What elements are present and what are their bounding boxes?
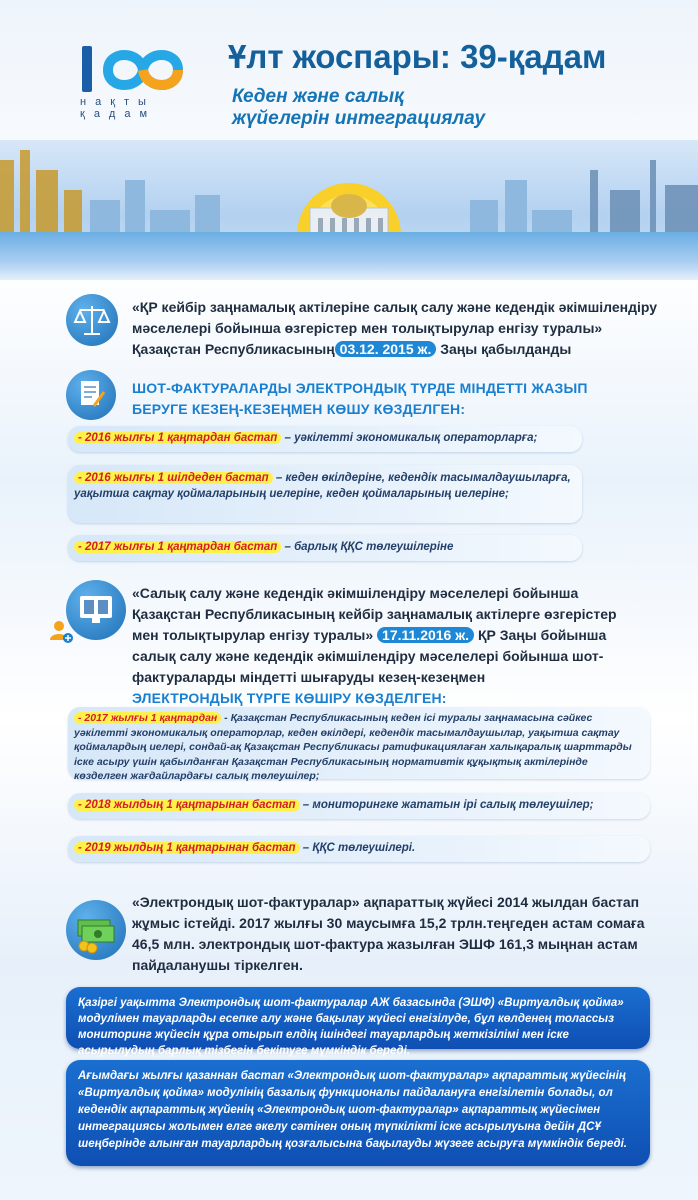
infinity-logo-icon bbox=[78, 40, 208, 100]
law-2016-text bbox=[132, 583, 632, 709]
info-box-integration: Ағымдағы жылғы қазаннан бастап «Электрондық шот-фактуралар» ақпараттық жүйесінің «Виртуалдық қойма» модулінің базалық функционалы пайдалануға енгізілетін болады, ол кедендік ақпараттық жүйенің «Электрондық шот-фактуралар» ақпараттық жүйесімен интеграциясы жолымен елге әкелу сәтінен оның түпкілікті іске асырылуына дейін ДСҰ шеңберінде алынған тауарлардың қозғалысына бақылауды жүзеге асыруға мүмкіндік береді. bbox=[66, 1060, 650, 1166]
list-item-date: - 2017 жылғы 1 қаңтардан бастап bbox=[74, 541, 281, 553]
list-item-date: - 2019 жылдың 1 қаңтарынан бастап bbox=[74, 842, 300, 854]
list-item bbox=[68, 426, 582, 452]
info-box-virtual-warehouse: Қазіргі уақытта Электрондық шот-фактуралар АЖ базасында (ЭШФ) «Виртуалдық қойма» модулімен тауарларды есепке алу және бақылау жүйесі енгізілуде, бұл көлденең толассыз мониторинг жүйесін құра отырып елдің ішіндегі тауарлардың жеткізілімі мен іске асырылудың барлық тізбегін бекітуге мүмкіндік береді. bbox=[66, 987, 650, 1049]
list-item-text: – кеден өкілдеріне, кедендік тасымалдаушыларға, уақытша сақтау қоймаларының иелеріне, кеден қоймаларының иелеріне; bbox=[74, 472, 571, 500]
list-item-text: – мониторингке жататын ірі салық төлеушілер; bbox=[299, 799, 594, 811]
page-subtitle: Кеден және салық жүйелерін интеграциялау bbox=[232, 86, 486, 129]
logo-subtitle bbox=[80, 96, 205, 120]
list-item bbox=[68, 465, 582, 523]
list-item-text: – ҚҚС төлеушілері. bbox=[299, 842, 416, 854]
list-item-date: - 2017 жылғы 1 қаңтардан bbox=[74, 712, 221, 724]
law-2016-body: ҚР Заңы бойынша салық салу және кедендік әкімшілендіру мәселелері бойынша шот-фактураларды міндетті шығаруды кезең-кезеңмен bbox=[132, 627, 607, 685]
document-edit-icon bbox=[66, 370, 116, 420]
list-item bbox=[68, 836, 650, 862]
list-item-date: - 2016 жылғы 1 шілдеден бастап bbox=[74, 472, 273, 484]
logo-sub-line-2: қадам bbox=[80, 108, 157, 120]
money-stack-icon bbox=[66, 900, 126, 960]
list-item-text: – барлық ҚҚС төлеушілеріне bbox=[281, 541, 454, 553]
page-title: Ұлт жоспары: 39-қадам bbox=[228, 38, 607, 75]
banner-ornament-band bbox=[0, 232, 698, 280]
esf-stats-text: «Электрондық шот-фактуралар» ақпараттық жүйесі 2014 жылдан бастап жұмыс істейді. 2017 жылғы 30 маусымға 15,2 трлн.теңгеден астам сомаға 46,5 млн. электрондық шот-фактура жазылған ЭШФ 161,3 мыңнан астам пайдаланушы тіркелген. bbox=[132, 894, 645, 973]
list-item-date: - 2016 жылғы 1 қаңтардан бастап bbox=[74, 432, 281, 444]
list-item-text: – уәкілетті экономикалық операторларға; bbox=[281, 432, 538, 444]
list-item bbox=[68, 793, 650, 819]
law-2016-date: 17.11.2016 ж. bbox=[377, 627, 474, 643]
law-2015-title: «ҚР кейбір заңнамалық актілеріне салық салу және кедендік әкімшілендіру мәселелері бойынша өзгерістер мен толықтырулар енгізу туралы» Қазақстан Республикасының bbox=[132, 299, 658, 357]
law-2015-date: 03.12. 2015 ж. bbox=[335, 341, 437, 357]
list-item bbox=[68, 535, 582, 561]
list-item-text: - Қазақстан Республикасының кеден ісі туралы заңнамасына сәйкес уәкілетті экономикалық операторлар, кеден өкілдері, кедендік тасымалдаушылар, уақытша сақтау қоймалардың иелері, сондай-ақ Қазақстан Республикасы ратификациялаған халықаралық шарттарды іске асыру үшін қабылданған Қазақстан Республикасының нормативтік құқықтық актілерінде көзделген жағдайлардағы салық төлеушілер; bbox=[74, 712, 632, 782]
computer-user-icon bbox=[66, 580, 126, 640]
logo-sub-line-1: нақты bbox=[80, 96, 155, 108]
law-2015-text bbox=[132, 297, 662, 360]
list-item-date: - 2018 жылдың 1 қаңтарынан бастап bbox=[74, 799, 300, 811]
section2-heading: ШОТ-ФАКТУРАЛАРДЫ ЭЛЕКТРОНДЫҚ ТҮРДЕ МІНДЕТТІ ЖАЗЫП БЕРУГЕ КЕЗЕҢ-КЕЗЕҢМЕН КӨШУ КӨЗДЕЛГЕН: bbox=[132, 380, 588, 417]
section3-heading: ЭЛЕКТРОНДЫҚ ТҮРГЕ КӨШІРУ КӨЗДЕЛГЕН: bbox=[132, 690, 447, 706]
law-2016-title: «Салық салу және кедендік әкімшілендіру мәселелері бойынша Қазақстан Республикасының кейбір заңнамалық актілерге өзгерістер мен толықтырулар енгізу туралы» bbox=[132, 585, 617, 643]
list-item bbox=[68, 707, 650, 782]
law-2015-status: Заңы қабылданды bbox=[440, 341, 572, 357]
scales-icon bbox=[66, 294, 118, 346]
user-icon bbox=[48, 618, 74, 644]
